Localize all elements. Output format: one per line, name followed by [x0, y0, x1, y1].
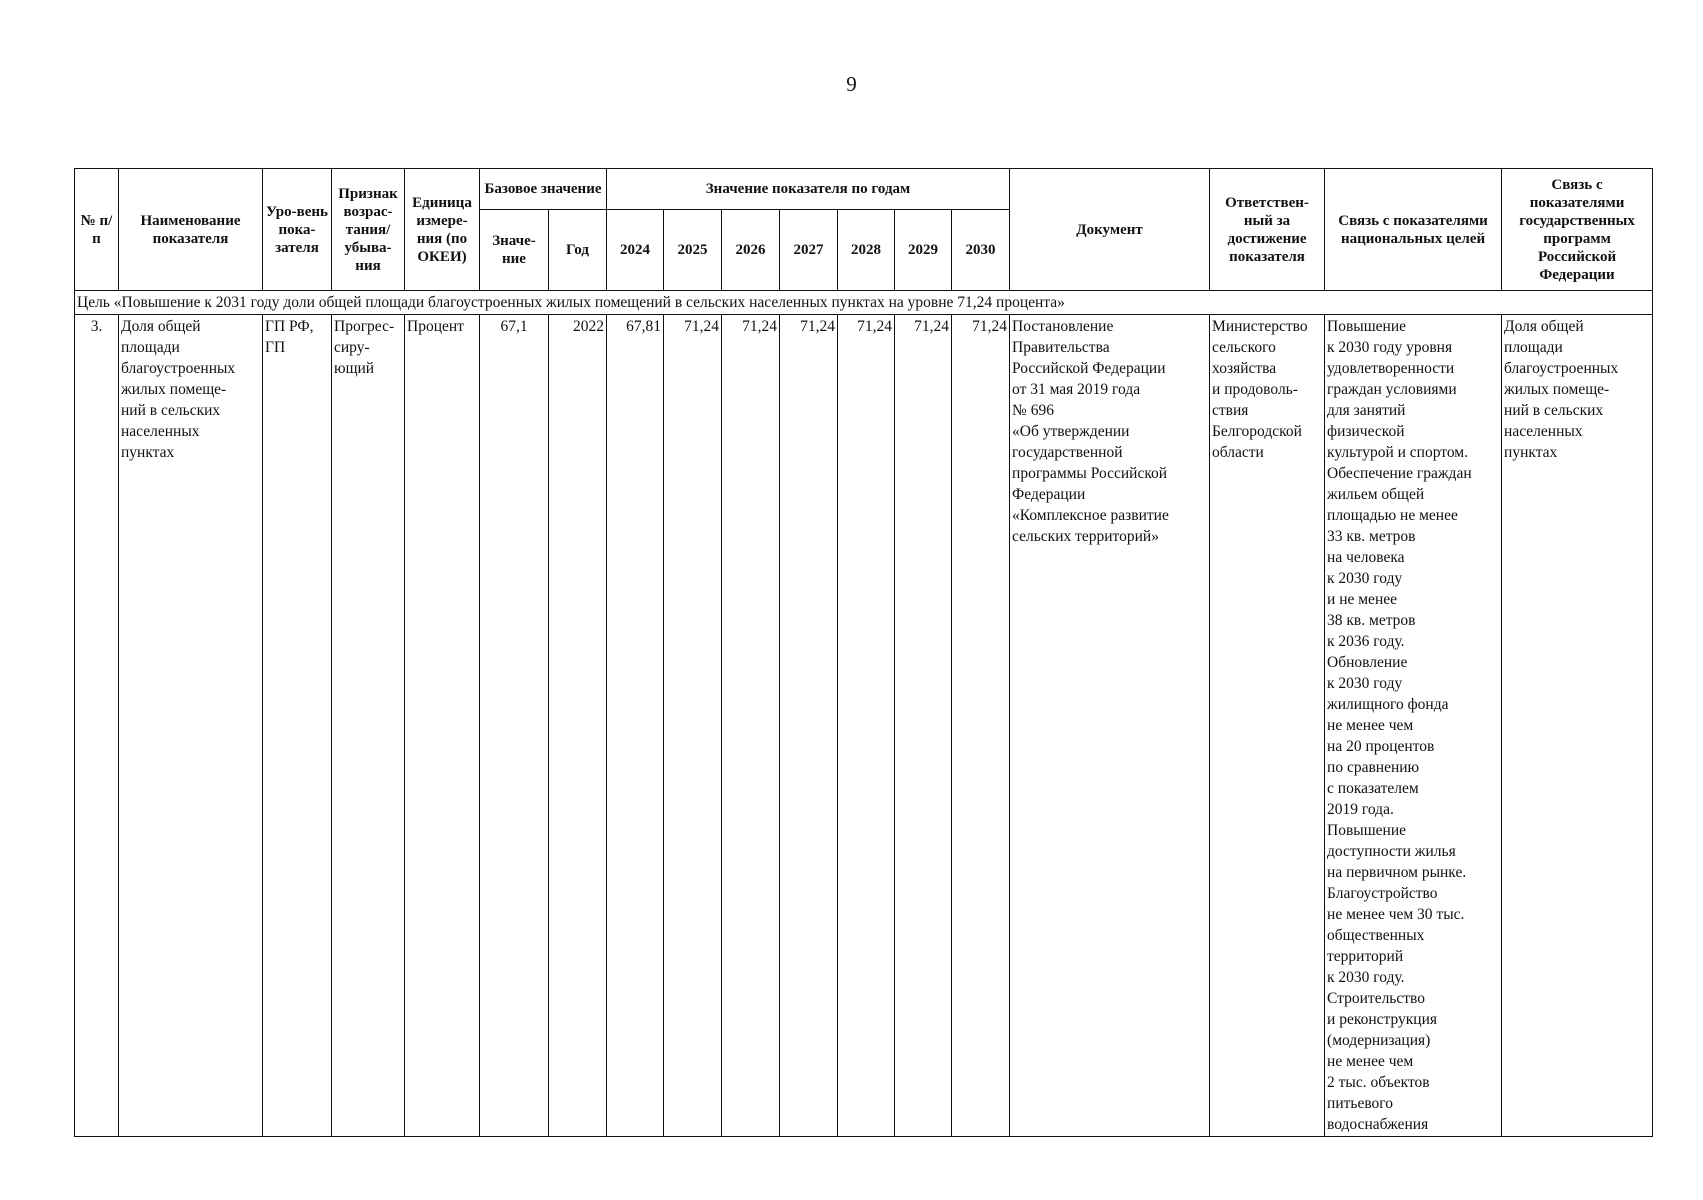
- text-line: Министерство: [1212, 318, 1308, 335]
- header-document: Документ: [1010, 169, 1210, 291]
- header-year: 2025: [664, 210, 722, 291]
- header-trend: Признак возрас-тания/ убыва-ния: [332, 169, 405, 291]
- text-line: на 20 процентов: [1327, 738, 1435, 755]
- text-line: от 31 мая 2019 года: [1012, 381, 1141, 398]
- text-line: благоустроенных: [121, 360, 236, 377]
- text-line: Прогрес-: [334, 318, 395, 335]
- text-line: № 696: [1012, 402, 1054, 419]
- header-num: № п/п: [75, 169, 119, 291]
- text-line: 2 тыс. объектов: [1327, 1074, 1430, 1091]
- indicator-level: [263, 315, 332, 1137]
- text-line: ющий: [334, 360, 375, 377]
- header-year: 2026: [722, 210, 780, 291]
- header-state-programs: Связь с показателями государственных программ Российской Федерации: [1502, 169, 1653, 291]
- text-line: Повышение: [1327, 318, 1406, 335]
- text-line: и не менее: [1327, 591, 1397, 608]
- document-cell: [1010, 315, 1210, 1137]
- header-level: Уро-вень пока-зателя: [263, 169, 332, 291]
- base-year: 2022: [549, 315, 607, 1137]
- text-line: водоснабжения: [1327, 1116, 1429, 1133]
- indicator-unit: Процент: [405, 315, 480, 1137]
- text-line: хозяйства: [1212, 360, 1277, 377]
- text-line: государственной: [1012, 444, 1123, 461]
- value-2025: 71,24: [664, 315, 722, 1137]
- value-2029: 71,24: [895, 315, 952, 1137]
- text-line: Обеспечение граждан: [1327, 465, 1472, 482]
- text-line: не менее чем 30 тыс.: [1327, 906, 1465, 923]
- page-number: 9: [846, 72, 857, 96]
- text-line: питьевого: [1327, 1095, 1394, 1112]
- text-line: Обновление: [1327, 654, 1408, 671]
- text-line: к 2030 году.: [1327, 969, 1405, 986]
- responsible-cell: [1210, 315, 1325, 1137]
- text-line: с показателем: [1327, 780, 1419, 797]
- text-line: программы Российской: [1012, 465, 1168, 482]
- text-line: области: [1212, 444, 1264, 461]
- value-2024: 67,81: [607, 315, 664, 1137]
- row-num: 3.: [75, 315, 119, 1137]
- text-line: жилых помеще-: [1504, 381, 1610, 398]
- text-line: общественных: [1327, 927, 1425, 944]
- header-unit: Единица измере-ния (по ОКЕИ): [405, 169, 480, 291]
- table-row: [75, 315, 1653, 1137]
- text-line: «Об утверждении: [1012, 423, 1130, 440]
- text-line: Постановление: [1012, 318, 1114, 335]
- goal-row: Цель «Повышение к 2031 году доли общей площади благоустроенных жилых помещений в сельских населенных пунктах на уровне 71,24 процента»: [75, 291, 1653, 315]
- text-line: ГП: [265, 339, 286, 356]
- header-year: 2024: [607, 210, 664, 291]
- header-base: Базовое значение: [480, 169, 607, 210]
- header-name: Наименование показателя: [119, 169, 263, 291]
- text-line: площади: [1504, 339, 1563, 356]
- text-line: Доля общей: [1504, 318, 1584, 335]
- text-line: культурой и спортом.: [1327, 444, 1468, 461]
- text-line: 33 кв. метров: [1327, 528, 1416, 545]
- value-2030: 71,24: [952, 315, 1010, 1137]
- header-national-goals: Связь с показателями национальных целей: [1325, 169, 1502, 291]
- text-line: не менее чем: [1327, 1053, 1414, 1070]
- indicator-table: [74, 168, 1653, 1137]
- text-line: Благоустройство: [1327, 885, 1438, 902]
- text-line: к 2030 году: [1327, 570, 1403, 587]
- text-line: доступности жилья: [1327, 843, 1456, 860]
- text-line: (модернизация): [1327, 1032, 1431, 1049]
- text-line: Российской Федерации: [1012, 360, 1166, 377]
- header-values-by-year: Значение показателя по годам: [607, 169, 1010, 210]
- header-year: 2027: [780, 210, 838, 291]
- text-line: по сравнению: [1327, 759, 1420, 776]
- text-line: Федерации: [1012, 486, 1086, 503]
- text-line: территорий: [1327, 948, 1404, 965]
- text-line: на первичном рынке.: [1327, 864, 1467, 881]
- value-2026: 71,24: [722, 315, 780, 1137]
- text-line: Повышение: [1327, 822, 1406, 839]
- text-line: «Комплексное развитие: [1012, 507, 1169, 524]
- text-line: жилых помеще-: [121, 381, 227, 398]
- header-year: 2028: [838, 210, 895, 291]
- text-line: к 2036 году.: [1327, 633, 1405, 650]
- text-line: населенных: [121, 423, 200, 440]
- text-line: сиру-: [334, 339, 370, 356]
- text-line: пунктах: [121, 444, 175, 461]
- text-line: удовлетворенности: [1327, 360, 1455, 377]
- text-line: граждан условиями: [1327, 381, 1457, 398]
- indicator-name: [119, 315, 263, 1137]
- base-value: 67,1: [480, 315, 549, 1137]
- national-goals-cell: [1325, 315, 1502, 1137]
- state-programs-cell: [1502, 315, 1653, 1137]
- text-line: пунктах: [1504, 444, 1558, 461]
- text-line: не менее чем: [1327, 717, 1414, 734]
- text-line: физической: [1327, 423, 1405, 440]
- text-line: жильем общей: [1327, 486, 1425, 503]
- text-line: к 2030 году: [1327, 675, 1403, 692]
- header-base-value: Значе-ние: [480, 210, 549, 291]
- text-line: ний в сельских: [121, 402, 221, 419]
- text-line: площади: [121, 339, 180, 356]
- text-line: Строительство: [1327, 990, 1425, 1007]
- text-line: благоустроенных: [1504, 360, 1619, 377]
- text-line: и продоволь-: [1212, 381, 1298, 398]
- indicator-trend: [332, 315, 405, 1137]
- text-line: 38 кв. метров: [1327, 612, 1416, 629]
- text-line: Белгородской: [1212, 423, 1302, 440]
- text-line: ствия: [1212, 402, 1249, 419]
- value-2027: 71,24: [780, 315, 838, 1137]
- header-base-year: Год: [549, 210, 607, 291]
- text-line: жилищного фонда: [1327, 696, 1449, 713]
- text-line: к 2030 году уровня: [1327, 339, 1453, 356]
- text-line: Правительства: [1012, 339, 1110, 356]
- header-responsible: Ответствен-ный за достижение показателя: [1210, 169, 1325, 291]
- header-year: 2029: [895, 210, 952, 291]
- text-line: и реконструкция: [1327, 1011, 1438, 1028]
- value-2028: 71,24: [838, 315, 895, 1137]
- text-line: на человека: [1327, 549, 1405, 566]
- text-line: ний в сельских: [1504, 402, 1604, 419]
- text-line: Доля общей: [121, 318, 201, 335]
- text-line: сельских территорий»: [1012, 528, 1159, 545]
- text-line: площадью не менее: [1327, 507, 1458, 524]
- text-line: населенных: [1504, 423, 1583, 440]
- text-line: сельского: [1212, 339, 1276, 356]
- header-year: 2030: [952, 210, 1010, 291]
- text-line: для занятий: [1327, 402, 1406, 419]
- text-line: ГП РФ,: [265, 318, 314, 335]
- text-line: 2019 года.: [1327, 801, 1394, 818]
